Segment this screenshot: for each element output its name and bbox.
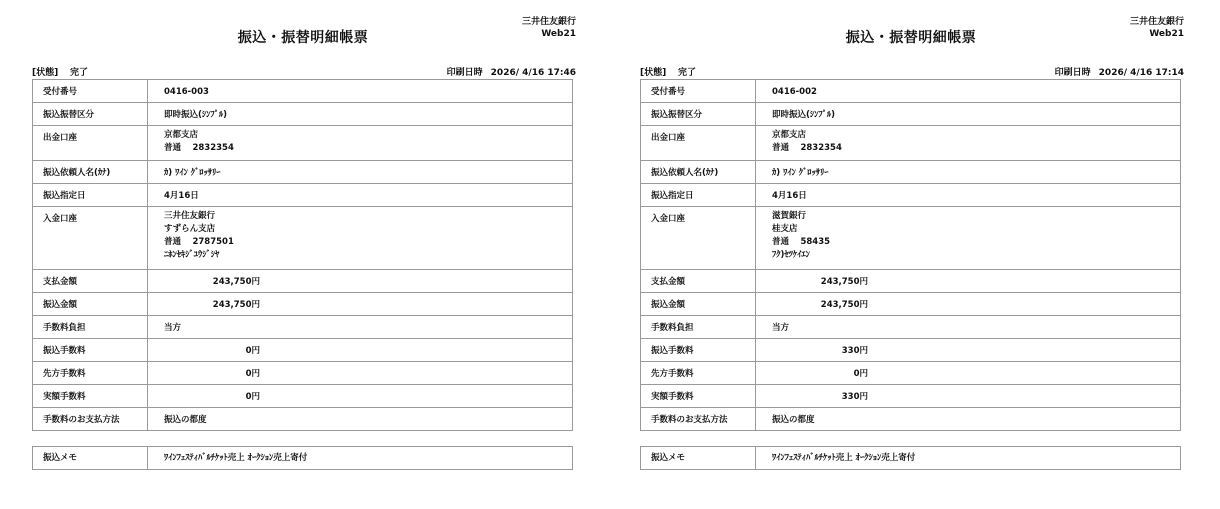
fee-bearer: 当方 <box>756 316 1181 339</box>
table-row <box>641 126 1181 161</box>
transfer-amount-cell <box>148 293 573 316</box>
fee-bearer: 当方 <box>148 316 573 339</box>
recipient-fee: 0円 <box>853 369 868 379</box>
printed-value: 2026/ 4/16 17:14 <box>1098 68 1184 78</box>
payment-amount-cell <box>148 270 573 293</box>
transfer-type: 即時振込(ｼﾝﾌﾟﾙ) <box>756 103 1181 126</box>
printed-label: 印刷日時 <box>1054 68 1091 78</box>
recipient-fee-cell <box>148 362 573 385</box>
actual-fee-cell <box>148 385 573 408</box>
fee-payment-method: 振込の都度 <box>756 408 1181 431</box>
transfer-slip-0416-002 <box>636 0 1186 509</box>
table-row <box>641 207 1181 270</box>
printed-datetime <box>1047 67 1184 79</box>
printed-value: 2026/ 4/16 17:46 <box>490 68 576 78</box>
row-label: 手数料負担 <box>33 316 148 339</box>
status-line <box>636 67 1186 79</box>
table-row <box>33 270 573 293</box>
memo-table <box>640 446 1181 470</box>
transfer-fee: 330円 <box>841 346 868 356</box>
row-label: 振込振替区分 <box>33 103 148 126</box>
status-value: 完了 <box>70 68 89 78</box>
table-row <box>641 161 1181 184</box>
table-row <box>641 385 1181 408</box>
row-label: 受付番号 <box>641 80 756 103</box>
designated-date: 4月16日 <box>148 184 573 207</box>
memo-label: 振込メモ <box>33 447 148 470</box>
bank-name: 三井住友銀行 <box>521 17 576 27</box>
payment-amount-cell <box>756 270 1181 293</box>
debit-branch: 京都支店 <box>772 130 807 140</box>
table-row <box>33 408 573 431</box>
table-row <box>641 362 1181 385</box>
table-row <box>641 103 1181 126</box>
table-row <box>33 339 573 362</box>
memo-label: 振込メモ <box>641 447 756 470</box>
transfer-fee: 0円 <box>245 346 260 356</box>
row-label: 実額手数料 <box>641 385 756 408</box>
credit-bank: 三井住友銀行 <box>164 211 216 221</box>
row-label: 手数料負担 <box>641 316 756 339</box>
transfer-slip-0416-003 <box>28 0 578 509</box>
printed-datetime <box>439 67 576 79</box>
row-label: 出金口座 <box>33 126 148 161</box>
receipt-number: 0416-002 <box>756 80 1181 103</box>
row-label: 先方手数料 <box>33 362 148 385</box>
status-label: [状態] <box>32 68 59 78</box>
designated-date: 4月16日 <box>756 184 1181 207</box>
table-row <box>641 408 1181 431</box>
memo-table <box>32 446 573 470</box>
service-name: Web21 <box>1149 29 1184 39</box>
memo-value: ﾜｲﾝﾌｪｽﾃｨﾊﾞﾙﾁｹｯﾄ売上 ｵｰｸｼｮﾝ売上寄付 <box>148 447 573 470</box>
status-label: [状態] <box>640 68 667 78</box>
credit-branch: すずらん支店 <box>164 224 216 234</box>
debit-account-number: 普通 2832354 <box>164 143 234 153</box>
row-label: 振込依頼人名(ｶﾅ) <box>641 161 756 184</box>
credit-branch: 桂支店 <box>772 224 798 234</box>
payment-amount: 243,750円 <box>212 277 260 287</box>
credit-account-number: 普通 58435 <box>772 237 831 247</box>
table-row <box>33 207 573 270</box>
row-label: 振込指定日 <box>33 184 148 207</box>
table-row <box>641 339 1181 362</box>
row-label: 実額手数料 <box>33 385 148 408</box>
recipient-fee-cell <box>756 362 1181 385</box>
requester-name: ｶ) ﾜｲﾝ ｸﾞﾛｯｻﾘｰ <box>756 161 1181 184</box>
status-line <box>28 67 578 79</box>
table-row <box>641 316 1181 339</box>
printed-label: 印刷日時 <box>446 68 483 78</box>
actual-fee: 0円 <box>245 392 260 402</box>
transfer-amount: 243,750円 <box>820 300 868 310</box>
table-row <box>33 184 573 207</box>
table-row <box>33 362 573 385</box>
table-row <box>33 316 573 339</box>
table-row <box>641 270 1181 293</box>
credit-bank: 滋賀銀行 <box>772 211 807 221</box>
debit-branch: 京都支店 <box>164 130 199 140</box>
table-row <box>33 447 573 470</box>
actual-fee-cell <box>756 385 1181 408</box>
transfer-type: 即時振込(ｼﾝﾌﾟﾙ) <box>148 103 573 126</box>
transfer-fee-cell <box>148 339 573 362</box>
service-name: Web21 <box>541 29 576 39</box>
row-label: 支払金額 <box>641 270 756 293</box>
detail-table <box>640 79 1181 431</box>
requester-name: ｶ) ﾜｲﾝ ｸﾞﾛｯｻﾘｰ <box>148 161 573 184</box>
bank-name: 三井住友銀行 <box>1129 17 1184 27</box>
status-value: 完了 <box>678 68 697 78</box>
fee-payment-method: 振込の都度 <box>148 408 573 431</box>
row-label: 受付番号 <box>33 80 148 103</box>
row-label: 先方手数料 <box>641 362 756 385</box>
transfer-amount: 243,750円 <box>212 300 260 310</box>
row-label: 手数料のお支払方法 <box>641 408 756 431</box>
table-row <box>33 293 573 316</box>
table-row <box>641 184 1181 207</box>
table-row <box>33 103 573 126</box>
debit-account <box>148 126 573 161</box>
row-label: 振込指定日 <box>641 184 756 207</box>
credit-account-number: 普通 2787501 <box>164 237 234 247</box>
credit-holder-name: ﾆﾎﾝｾｷｼﾞﾕｳｼﾞｼﾔ <box>164 250 220 260</box>
row-label: 振込手数料 <box>33 339 148 362</box>
credit-holder-name: ﾌｸ)ｾﾂｹｲｴﾝ <box>772 250 810 260</box>
row-label: 振込金額 <box>33 293 148 316</box>
credit-account <box>756 207 1181 270</box>
receipt-number: 0416-003 <box>148 80 573 103</box>
table-row <box>33 126 573 161</box>
row-label: 支払金額 <box>33 270 148 293</box>
row-label: 手数料のお支払方法 <box>33 408 148 431</box>
debit-account-number: 普通 2832354 <box>772 143 842 153</box>
debit-account <box>756 126 1181 161</box>
table-row <box>641 447 1181 470</box>
row-label: 出金口座 <box>641 126 756 161</box>
row-label: 振込手数料 <box>641 339 756 362</box>
row-label: 入金口座 <box>33 207 148 270</box>
transfer-amount-cell <box>756 293 1181 316</box>
credit-account <box>148 207 573 270</box>
row-label: 振込依頼人名(ｶﾅ) <box>33 161 148 184</box>
payment-amount: 243,750円 <box>820 277 868 287</box>
recipient-fee: 0円 <box>245 369 260 379</box>
table-row <box>641 293 1181 316</box>
slip-title: 振込・振替明細帳票 <box>237 30 369 46</box>
transfer-fee-cell <box>756 339 1181 362</box>
table-row <box>33 161 573 184</box>
memo-value: ﾜｲﾝﾌｪｽﾃｨﾊﾞﾙﾁｹｯﾄ売上 ｵｰｸｼｮﾝ売上寄付 <box>756 447 1181 470</box>
row-label: 振込金額 <box>641 293 756 316</box>
slip-title: 振込・振替明細帳票 <box>845 30 977 46</box>
table-row <box>33 80 573 103</box>
row-label: 振込振替区分 <box>641 103 756 126</box>
detail-table <box>32 79 573 431</box>
table-row <box>33 385 573 408</box>
table-row <box>641 80 1181 103</box>
row-label: 入金口座 <box>641 207 756 270</box>
actual-fee: 330円 <box>841 392 868 402</box>
